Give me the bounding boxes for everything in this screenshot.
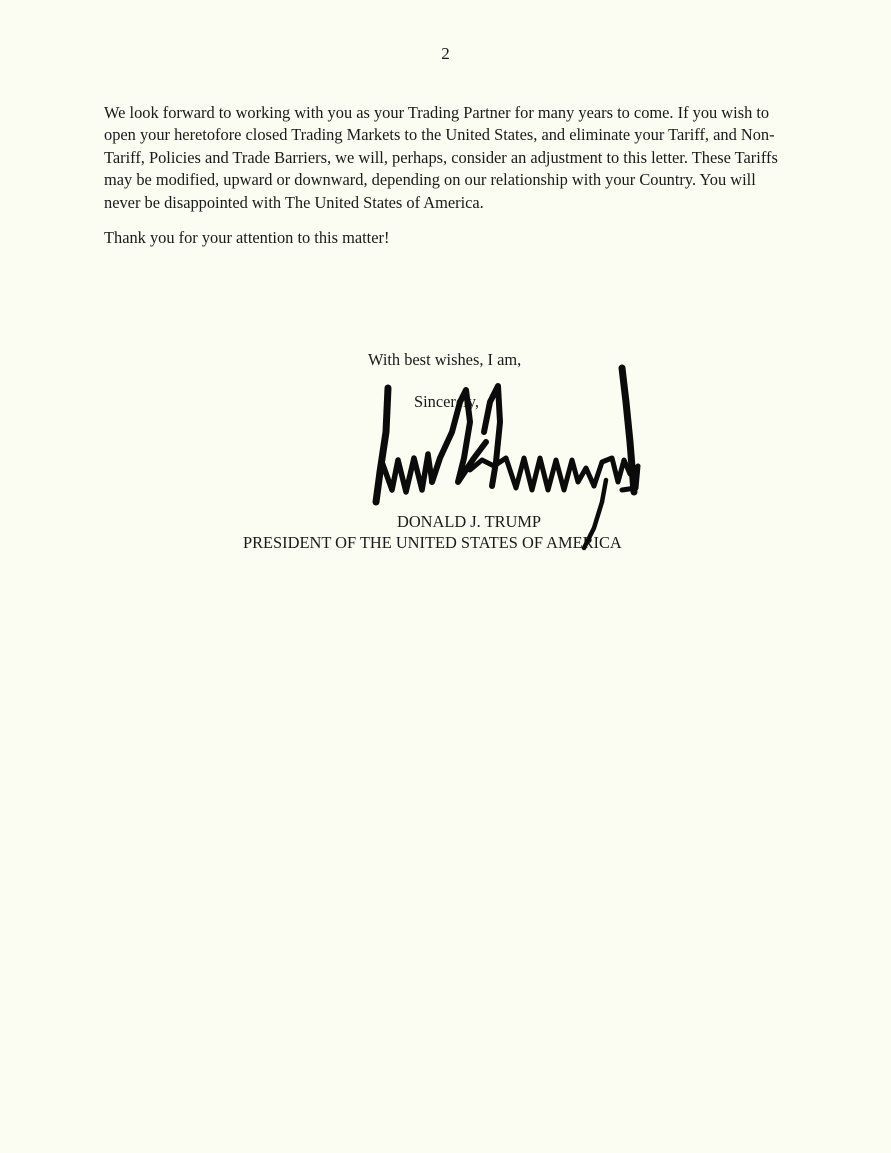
thank-you-paragraph: Thank you for your attention to this matter! <box>104 228 390 247</box>
signer-title: PRESIDENT OF THE UNITED STATES OF AMERICA <box>243 533 622 552</box>
signoff: Sincerely, <box>414 392 479 411</box>
page-number: 2 <box>441 44 450 63</box>
closing-line: With best wishes, I am, <box>368 350 522 369</box>
body-paragraph: We look forward to working with you as your Trading Partner for many years to come. If you wish to open your heretofore closed Trading Markets to the United States, and eliminate your Tariff, and Non-Tariff, Policies and Trade Barriers, we will, perhaps, consider an adjustment to this letter. These Tariffs may be modified, upward or downward, depending on our relationship with your Country. You will never be disappointed with The United States of America. <box>104 103 778 212</box>
signer-name: DONALD J. TRUMP <box>397 512 542 531</box>
handwritten-signature <box>366 362 656 552</box>
